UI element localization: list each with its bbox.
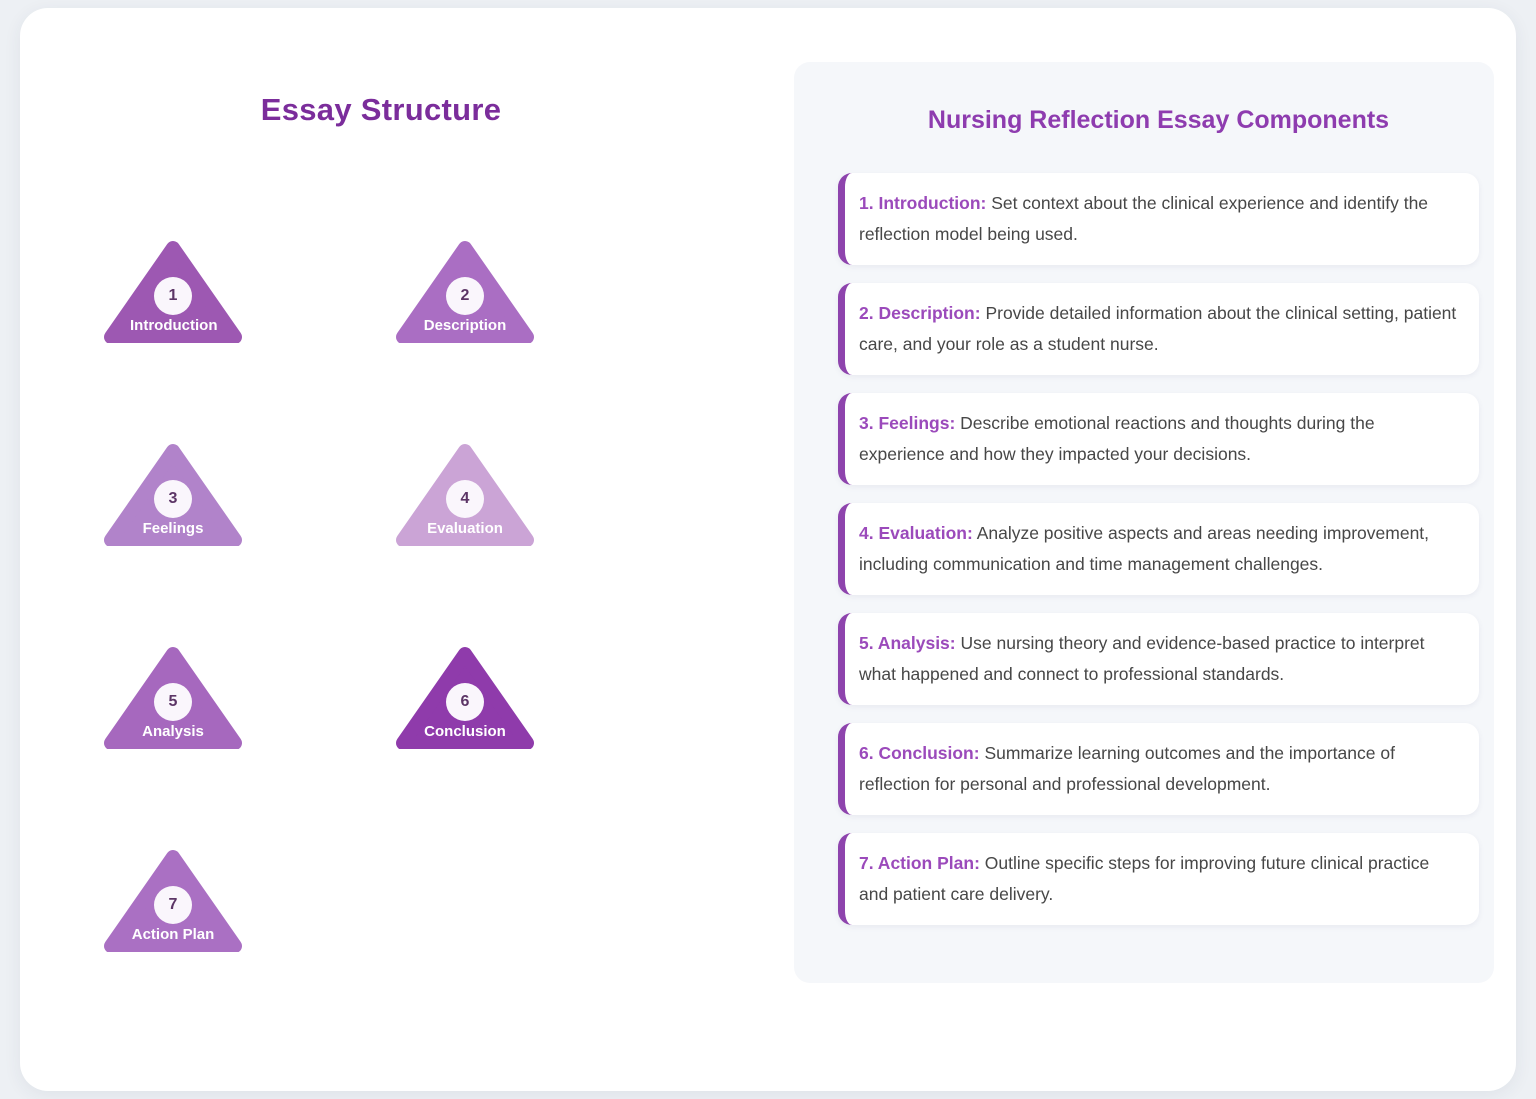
triangle-number: 5 — [168, 693, 178, 710]
component-card-conclusion — [838, 723, 1479, 815]
content-card — [20, 8, 1516, 1091]
triangle-number-badge — [154, 277, 192, 315]
component-label: 4. Evaluation: — [859, 523, 973, 543]
triangle-number: 3 — [168, 490, 178, 507]
triangle-introduction — [103, 240, 243, 343]
component-label: 6. Conclusion: — [859, 743, 980, 763]
triangle-number: 1 — [168, 287, 178, 304]
triangle-label: Feelings — [142, 520, 204, 537]
essay-structure-section — [20, 8, 794, 952]
triangle-number-badge — [446, 277, 484, 315]
component-text: Analyze positive aspects and areas needing improvement, including communication and time management challenges. — [859, 523, 1430, 574]
triangle-label: Analysis — [142, 723, 204, 740]
triangle-action-plan — [103, 849, 243, 952]
triangle-description — [395, 240, 535, 343]
triangle-label: Introduction — [130, 317, 218, 334]
component-card-description — [838, 283, 1479, 375]
component-label: 2. Description: — [859, 303, 981, 323]
component-card-analysis — [838, 613, 1479, 705]
triangle-label: Description — [423, 317, 507, 334]
component-text: Summarize learning outcomes and the importance of reflection for personal and professional development. — [859, 743, 1395, 794]
component-card-list — [838, 173, 1479, 925]
component-text: Use nursing theory and evidence-based practice to interpret what happened and connect to professional standards. — [859, 633, 1425, 684]
triangle-number: 7 — [168, 896, 178, 913]
component-label: 1. Introduction: — [859, 193, 987, 213]
component-text: Provide detailed information about the clinical setting, patient care, and your role as a student nurse. — [859, 303, 1457, 354]
component-label: 3. Feelings: — [859, 413, 956, 433]
triangle-number: 2 — [460, 287, 470, 304]
triangle-number: 4 — [460, 490, 470, 507]
triangle-label: Conclusion — [424, 723, 506, 740]
triangle-label: Action Plan — [131, 926, 215, 943]
component-label: 7. Action Plan: — [859, 853, 980, 873]
component-card-evaluation — [838, 503, 1479, 595]
essay-structure-title: Essay Structure — [260, 92, 502, 127]
triangle-number-badge — [154, 683, 192, 721]
triangle-number-badge — [446, 683, 484, 721]
triangle-number-badge — [154, 886, 192, 924]
triangle-number-badge — [446, 480, 484, 518]
component-card-feelings — [838, 393, 1479, 485]
component-text: Set context about the clinical experience and identify the reflection model being used. — [859, 193, 1429, 244]
component-text: Outline specific steps for improving future clinical practice and patient care delivery. — [859, 853, 1430, 904]
triangle-feelings — [103, 443, 243, 546]
triangle-number: 6 — [460, 693, 470, 710]
components-panel — [794, 62, 1494, 983]
triangle-conclusion — [395, 646, 535, 749]
triangle-number-badge — [154, 480, 192, 518]
component-label: 5. Analysis: — [859, 633, 956, 653]
triangle-analysis — [103, 646, 243, 749]
component-card-introduction — [838, 173, 1479, 265]
component-text: Describe emotional reactions and thoughts during the experience and how they impacted your decisions. — [859, 413, 1375, 464]
triangle-grid — [103, 240, 535, 952]
triangle-label: Evaluation — [427, 520, 503, 537]
component-card-action-plan — [838, 833, 1479, 925]
triangle-evaluation — [395, 443, 535, 546]
components-panel-title: Nursing Reflection Essay Components — [927, 106, 1390, 134]
